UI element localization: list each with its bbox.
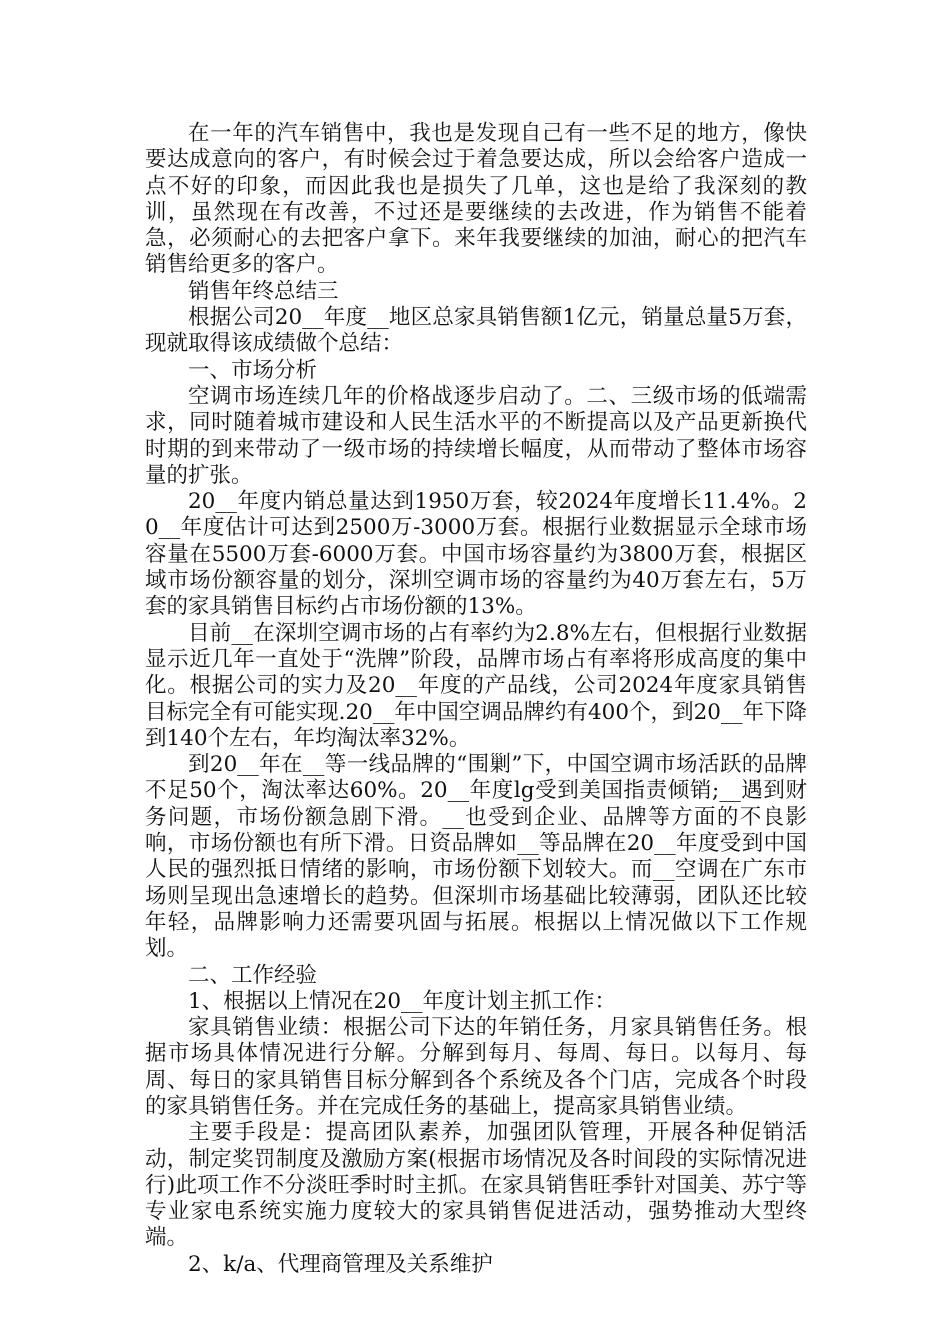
heading-work-experience: 二、工作经验 — [188, 962, 318, 988]
paragraph-sales-reflection: 在一年的汽车销售中，我也是发现自己有一些不足的地方，像快要达成意向的客户，有时候会过于着急要达成，所以会给客户造成一点不好的印象，而因此我也是损失了几单，这也是给了我深刻的教训，虽然现在有改善，不过还是要继续的去改进，作为销售不能着急，必须耐心的去把客户拿下。来年我要继续的加油，耐心的把汽车销售给更多的客户。 — [145, 121, 807, 278]
paragraph-market-overview: 空调市场连续几年的价格战逐步启动了。二、三级市场的低端需求，同时随着城市建设和人民生活水平的不断提高以及产品更新换代时期的到来带动了一级市场的持续增长幅度，从而带动了整体市场容量的扩张。 — [145, 383, 807, 488]
paragraph-annual-results: 根据公司20__年度__地区总家具销售额1亿元，销量总量5万套，现就取得该成绩做个总结： — [145, 305, 807, 357]
paragraph-brand-competition: 到20__年在__等一线品牌的“围剿”下，中国空调市场活跃的品牌不足50个，淘汰率达60%。20__年度lg受到美国指责倾销;__遇到财务问题，市场份额急剧下滑。__也受到企业、品牌等方面的不良影响，市场份额也有所下滑。日资品牌如__等品牌在20__年度受到中国人民的强烈抵日情绪的影响，市场份额下划较大。而__空调在广东市场则呈现出急速增长的趋势。但深圳市场基础比较薄弱，团队还比较年轻，品牌影响力还需要巩固与拓展。根据以上情况做以下工作规划。 — [145, 752, 807, 962]
paragraph-main-methods: 主要手段是：提高团队素养，加强团队管理，开展各种促销活动，制定奖罚制度及激励方案(根据市场情况及各时间段的实际情况进行)此项工作不分淡旺季时时主抓。在家具销售旺季针对国美、苏宁等专业家电系统实施力度较大的家具销售促进活动，强势推动大型终端。 — [145, 1120, 807, 1251]
heading-market-analysis: 一、市场分析 — [188, 357, 318, 383]
item-main-work-plan: 1、根据以上情况在20__年度计划主抓工作： — [188, 988, 617, 1014]
paragraph-market-volume: 20__年度内销总量达到1950万套，较2024年度增长11.4%。20__年度估计可达到2500万-3000万套。根据行业数据显示全球市场容量在5500万套-6000万套。中国市场容量约为3800万套，根据区域市场份额容量的划分，深圳空调市场的容量约为40万套左右，5万套的家具销售目标约占市场份额的13%。 — [145, 489, 807, 620]
paragraph-sales-performance: 家具销售业绩：根据公司下达的年销任务，月家具销售任务。根据市场具体情况进行分解。分解到每月、每周、每日。以每月、每周、每日的家具销售目标分解到各个系统及各个门店，完成各个时段的家具销售任务。并在完成任务的基础上，提高家具销售业绩。 — [145, 1015, 807, 1119]
section-title-summary-three: 销售年终总结三 — [188, 278, 339, 304]
document-body — [145, 121, 807, 1278]
item-agent-management: 2、k/a、代理商管理及关系维护 — [188, 1251, 493, 1277]
paragraph-market-share: 目前__在深圳空调市场的占有率约为2.8%左右，但根据行业数据显示近几年一直处于“洗牌”阶段，品牌市场占有率将形成高度的集中化。根据公司的实力及20__年度的产品线，公司2024年度家具销售目标完全有可能实现.20__年中国空调品牌约有400个，到20__年下降到140个左右，年均淘汰率32%。 — [145, 620, 807, 751]
